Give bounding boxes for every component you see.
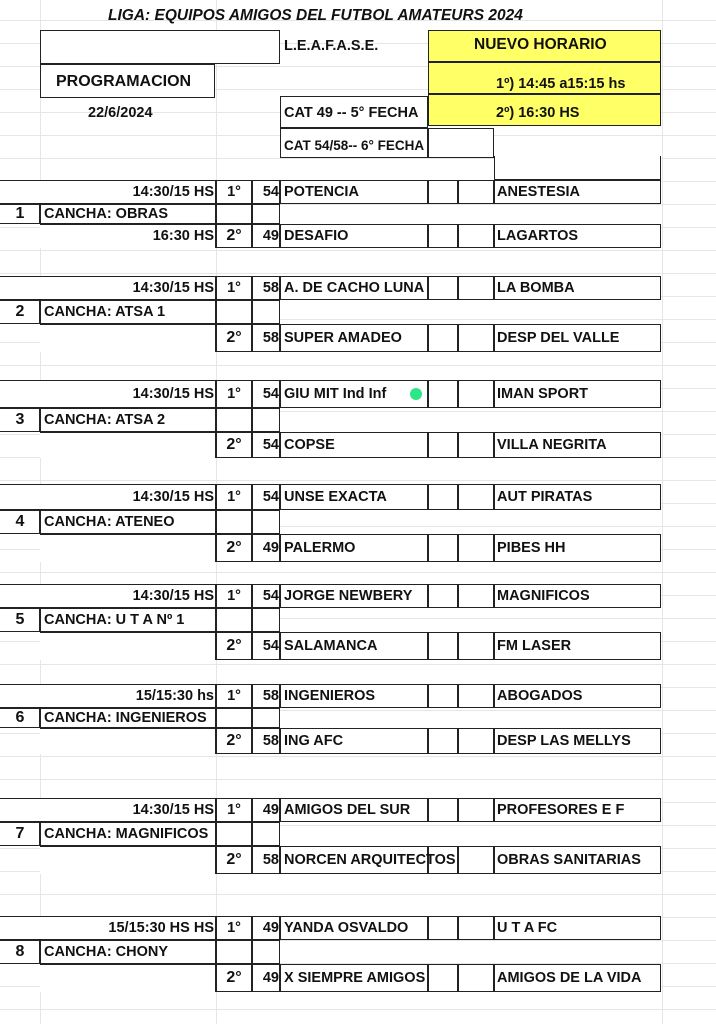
home-team: PALERMO (284, 540, 356, 556)
cancha-mid-cell (252, 708, 280, 728)
home-team: ING AFC (284, 733, 344, 749)
match-1-cell (458, 798, 494, 822)
cat-2: CAT 54/58-- 6° FECHA (284, 138, 425, 153)
away-team: PIBES HH (497, 540, 566, 556)
home-team: SALAMANCA (284, 638, 378, 654)
match-2-left-cell (40, 432, 216, 458)
match-order: 2° (226, 637, 242, 654)
cancha-mid-cell (216, 708, 252, 728)
match-category: 49 (262, 970, 279, 986)
away-team: DESP DEL VALLE (497, 330, 620, 346)
home-team: JORGE NEWBERY (284, 588, 413, 604)
match-order: 1° (227, 280, 241, 296)
nuevo-horario-label: NUEVO HORARIO (474, 36, 607, 53)
match-2-left-cell (40, 534, 216, 562)
match-2-cell (458, 224, 494, 248)
grid-line (0, 572, 716, 573)
cancha-name: CANCHA: ATENEO (44, 514, 175, 530)
cancha-mid-cell (252, 510, 280, 534)
match-1-cell (458, 484, 494, 510)
match-category: 58 (262, 852, 279, 868)
cancha-number: 5 (15, 611, 25, 628)
cancha-mid-cell (252, 940, 280, 964)
grid-line (0, 664, 716, 665)
match-order: 2° (226, 851, 242, 868)
header-bottom-strip (494, 156, 661, 180)
match-2-cell (428, 534, 458, 562)
match-category: 49 (262, 802, 279, 818)
match-2-cell (458, 728, 494, 754)
league-title: LIGA: EQUIPOS AMIGOS DEL FUTBOL AMATEURS 2024 (108, 7, 523, 24)
cancha-number: 8 (15, 943, 25, 960)
match-category: 54 (262, 638, 279, 654)
away-team: LA BOMBA (497, 280, 575, 296)
cancha-mid-cell (252, 408, 280, 432)
match-1-cell (428, 684, 458, 708)
match-2-left-cell (40, 728, 216, 754)
grid-line (0, 779, 716, 780)
match-time: 16:30 HS (152, 228, 214, 244)
cancha-number: 3 (15, 411, 25, 428)
cancha-mid-cell (252, 204, 280, 224)
match-2-cell (428, 432, 458, 458)
cancha-mid-cell (252, 608, 280, 632)
home-team: DESAFIO (284, 228, 349, 244)
home-team: GIU MIT Ind Inf (284, 386, 387, 402)
match-order: 1° (227, 920, 241, 936)
match-2-cell (458, 432, 494, 458)
away-team: AMIGOS DE LA VIDA (497, 970, 642, 986)
away-team: OBRAS SANITARIAS (497, 852, 641, 868)
away-team: ANESTESIA (497, 184, 580, 200)
away-team: VILLA NEGRITA (497, 437, 607, 453)
match-category: 49 (262, 920, 279, 936)
fecha-date: 22/6/2024 (88, 105, 153, 121)
cancha-mid-cell (216, 822, 252, 846)
home-team: COPSE (284, 437, 335, 453)
cancha-name: CANCHA: MAGNIFICOS (44, 826, 209, 842)
cancha-mid-cell (252, 822, 280, 846)
match-time: 14:30/15 HS (132, 386, 214, 402)
match-order: 2° (226, 539, 242, 556)
away-team: IMAN SPORT (497, 386, 589, 402)
match-1-cell (428, 584, 458, 608)
match-2-cell (458, 964, 494, 992)
cancha-number: 7 (15, 825, 25, 842)
home-team: NORCEN ARQUITECTOS (284, 852, 456, 868)
match-category: 54 (262, 588, 279, 604)
match-1-cell (458, 276, 494, 300)
horario-1: 1º) 14:45 a15:15 hs (496, 76, 626, 92)
cancha-mid-cell (252, 300, 280, 324)
grid-line (0, 273, 716, 274)
grid-line (0, 480, 716, 481)
match-category: 49 (262, 540, 279, 556)
home-team: INGENIEROS (284, 688, 376, 704)
match-order: 2° (226, 329, 242, 346)
cancha-mid-cell (216, 408, 252, 432)
away-team: ABOGADOS (497, 688, 583, 704)
cancha-number: 4 (15, 513, 25, 530)
match-time: 15/15:30 hs (135, 688, 214, 704)
match-order: 1° (227, 688, 241, 704)
match-1-cell (458, 584, 494, 608)
cancha-mid-cell (216, 300, 252, 324)
cancha-number: 1 (15, 205, 25, 222)
cancha-number: 6 (15, 709, 25, 726)
grid-line (0, 250, 716, 251)
match-category: 54 (262, 184, 279, 200)
status-dot-icon (410, 388, 422, 400)
match-time: 15/15:30 HS HS (108, 920, 214, 936)
home-team: X SIEMPRE AMIGOS (284, 970, 426, 986)
match-category: 49 (262, 228, 279, 244)
match-2-cell (458, 846, 494, 874)
match-order: 2° (226, 732, 242, 749)
grid-line (662, 0, 663, 1024)
home-team: YANDA OSVALDO (284, 920, 409, 936)
match-1-cell (458, 684, 494, 708)
match-1-cell (428, 916, 458, 940)
match-2-cell (428, 324, 458, 352)
org-name: L.E.A.F.A.S.E. (284, 38, 379, 54)
match-1-cell (428, 798, 458, 822)
match-order: 1° (227, 802, 241, 818)
match-order: 1° (227, 489, 241, 505)
match-order: 1° (227, 588, 241, 604)
match-category: 54 (262, 386, 279, 402)
match-1-cell (458, 180, 494, 204)
match-2-left-cell (40, 846, 216, 874)
programacion-label: PROGRAMACION (56, 73, 192, 90)
match-order: 1° (227, 184, 241, 200)
cancha-name: CANCHA: U T A Nº 1 (44, 612, 185, 628)
match-2-cell (458, 534, 494, 562)
away-team: LAGARTOS (497, 228, 579, 244)
match-2-cell (428, 728, 458, 754)
cancha-mid-cell (216, 940, 252, 964)
away-team: FM LASER (497, 638, 572, 654)
cancha-mid-cell (216, 608, 252, 632)
match-1-cell (428, 180, 458, 204)
match-time: 14:30/15 HS (132, 588, 214, 604)
home-team: SUPER AMADEO (284, 330, 402, 346)
match-order: 1° (227, 386, 241, 402)
match-category: 58 (262, 688, 279, 704)
match-order: 2° (226, 436, 242, 453)
match-category: 54 (262, 437, 279, 453)
cancha-name: CANCHA: OBRAS (44, 206, 169, 222)
away-team: U T A FC (497, 920, 558, 936)
home-team: POTENCIA (284, 184, 359, 200)
match-time: 14:30/15 HS (132, 280, 214, 296)
away-team: DESP LAS MELLYS (497, 733, 631, 749)
match-order: 2° (226, 969, 242, 986)
match-2-cell (458, 632, 494, 660)
cancha-number: 2 (15, 303, 25, 320)
match-time: 14:30/15 HS (132, 489, 214, 505)
match-2-cell (428, 224, 458, 248)
cancha-mid-cell (216, 510, 252, 534)
cancha-name: CANCHA: ATSA 2 (44, 412, 166, 428)
grid-line (0, 894, 716, 895)
match-category: 58 (262, 330, 279, 346)
match-2-cell (458, 324, 494, 352)
match-1-cell (458, 380, 494, 408)
match-1-cell (428, 484, 458, 510)
cancha-name: CANCHA: INGENIEROS (44, 710, 207, 726)
away-team: AUT PIRATAS (497, 489, 593, 505)
match-category: 54 (262, 489, 279, 505)
match-category: 58 (262, 733, 279, 749)
home-team: A. DE CACHO LUNA (284, 280, 425, 296)
cancha-name: CANCHA: CHONY (44, 944, 169, 960)
match-order: 2° (226, 227, 242, 244)
cat-1: CAT 49 -- 5° FECHA (284, 105, 419, 121)
away-team: PROFESORES E F (497, 802, 625, 818)
match-category: 58 (262, 280, 279, 296)
match-2-left-cell (40, 632, 216, 660)
match-2-left-cell (40, 964, 216, 992)
cancha-name: CANCHA: ATSA 1 (44, 304, 166, 320)
home-team: UNSE EXACTA (284, 489, 387, 505)
match-1-cell (428, 380, 458, 408)
match-2-left-cell (40, 324, 216, 352)
home-team: AMIGOS DEL SUR (284, 802, 411, 818)
horario-2: 2º) 16:30 HS (496, 105, 580, 121)
header-cell-left (40, 30, 280, 64)
match-time: 14:30/15 HS (132, 184, 214, 200)
match-2-cell (428, 632, 458, 660)
cat-2-extra-cell (428, 128, 494, 158)
away-team: MAGNIFICOS (497, 588, 590, 604)
match-time: 14:30/15 HS (132, 802, 214, 818)
match-2-cell (428, 964, 458, 992)
cancha-mid-cell (216, 204, 252, 224)
match-1-cell (458, 916, 494, 940)
grid-line (0, 1009, 716, 1010)
grid-line (0, 756, 716, 757)
match-1-cell (428, 276, 458, 300)
grid-line (0, 365, 716, 366)
